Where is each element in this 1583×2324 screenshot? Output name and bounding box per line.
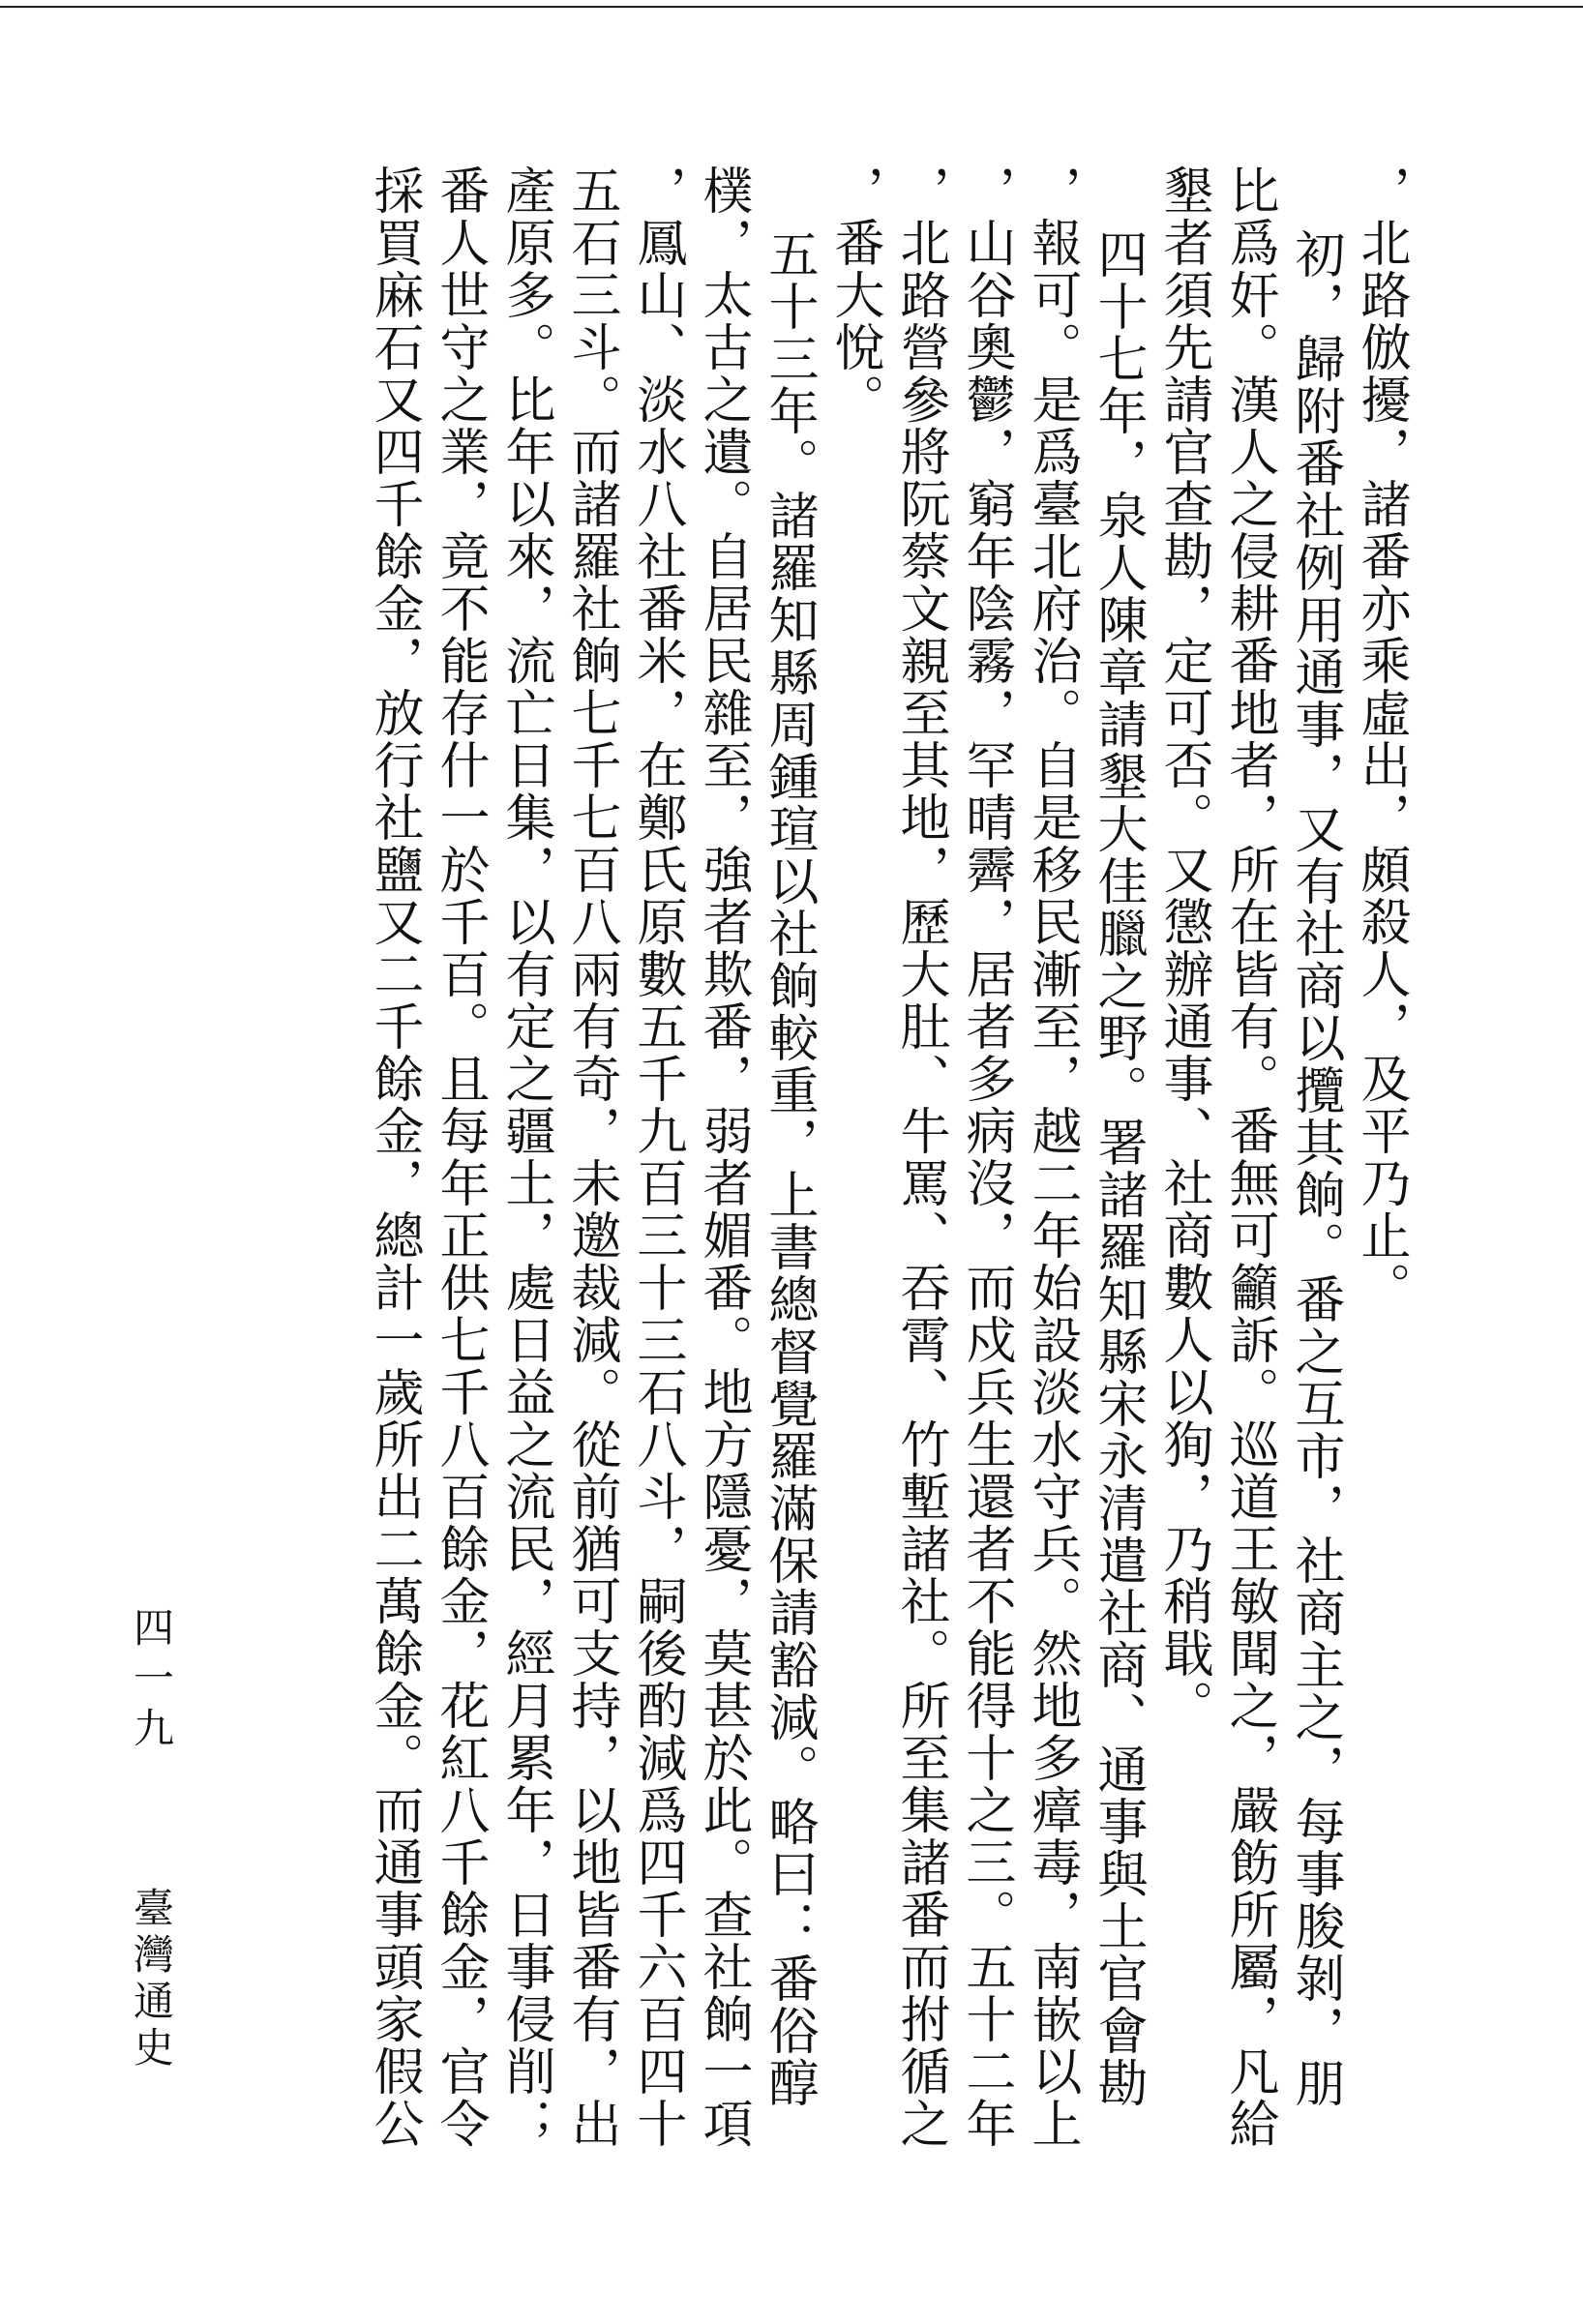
text-column-11: 樸，太古之遺。自居民雜至，強者欺番，弱者媚番。地方隱憂，莫甚於此。查社餉一項 [694,164,752,2150]
top-border-line [0,6,1583,8]
text-column-15: 番人世守之業，竟不能存什一於千百。且每年正供七千八百餘金，花紅八千餘金，官令 [431,164,489,2150]
page-number: 四一九 [128,1606,175,1757]
book-title: 臺灣通史 [128,1887,175,2072]
text-column-9: ，番大悅。 [825,164,883,426]
text-column-3: 比爲奸。漢人之侵耕番地者，所在皆有。番無可籲訴。巡道王敏聞之，嚴飭所屬，凡給 [1220,164,1278,2150]
text-column-6: ，報可。是爲臺北府治。自是移民漸至，越二年始設淡水守兵。然地多瘴毒，南嵌以上 [1023,164,1081,2150]
text-column-14: 產原多。比年以來，流亡日集，以有定之疆土，處日益之流民，經月累年，日事侵削； [496,164,554,2150]
text-column-4: 墾者須先請官查勘，定可否。又懲辦通事、社商數人以狥，乃稍戢。 [1154,164,1212,1732]
text-column-13: 五石三斗。而諸羅社餉七千七百八兩有奇，未邀裁減。從前猶可支持，以地皆番有，出 [562,164,620,2150]
text-column-2: 初，歸附番社例用通事，又有社商以攬其餉。番之互市，社商主之，每事朘剝，朋 [1286,228,1344,2109]
text-column-1: ，北路倣擾，諸番亦乘虛出，頗殺人，及平乃止。 [1352,164,1410,1314]
text-column-16: 採買麻石又四千餘金，放行社鹽又二千餘金，總計一歲所出二萬餘金。而通事頭家假公 [365,164,423,2150]
text-column-12: ，鳳山、淡水八社番米，在鄭氏原數五千九百三十三石八斗，嗣後酌減爲四千六百四十 [628,164,686,2150]
text-column-10: 五十三年。諸羅知縣周鍾瑄以社餉較重，上書總督覺羅滿保請豁減。略曰：番俗醇 [760,228,818,2109]
text-column-5: 四十七年，泉人陳章請墾大佳臘之野。署諸羅知縣宋永清遣社商、通事與土官會勘 [1089,228,1147,2109]
text-column-8: ，北路營參將阮蔡文親至其地，歷大肚、牛罵、吞霄、竹塹諸社。所至集諸番而拊循之 [891,164,949,2150]
text-column-7: ，山谷奧鬱，窮年陰霧，罕晴霽，居者多病沒，而戍兵生還者不能得十之三。五十二年 [957,164,1015,2150]
